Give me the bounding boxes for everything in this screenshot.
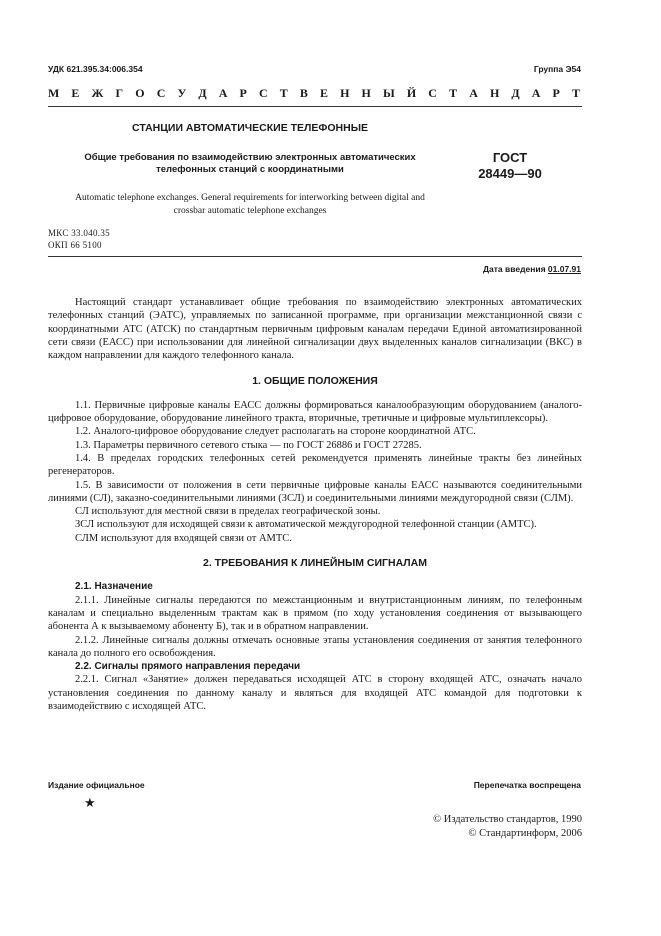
document-title: СТАНЦИИ АВТОМАТИЧЕСКИЕ ТЕЛЕФОННЫЕ	[132, 122, 368, 134]
mks-code: МКС 33.040.35	[48, 228, 110, 238]
standard-type-heading	[48, 86, 580, 101]
codes-rule	[48, 256, 582, 257]
reprint-prohibited-label: Перепечатка воспрещена	[473, 780, 581, 790]
document-body	[48, 296, 582, 713]
paragraph-1-5: 1.5. В зависимости от положения в сети первичные цифровые каналы ЕАСС называются соединительными линиями (СЛ), заказно-соединительными линиями (ЗСЛ) и соединительными линиями междугородной связи (СЛМ).	[48, 479, 582, 504]
classification-codes	[48, 227, 110, 251]
gost-label: ГОСТ	[492, 150, 528, 165]
paragraph-sl: СЛ используют для местной связи в пределах географической зоны.	[75, 506, 381, 518]
paragraph-1-4: 1.4. В пределах городских телефонных сетей рекомендуется применять линейные тракты без линейных регенераторов.	[48, 452, 582, 478]
paragraph-2-1-2: 2.1.2. Линейные сигналы должны отмечать основные этапы установления соединения от занятия телефонного канала до полного его освобождения.	[48, 634, 582, 659]
paragraph-1-2: 1.2. Аналого-цифровое оборудование следует располагать на стороне координатной АТС.	[75, 426, 476, 438]
section-1-heading: 1. ОБЩИЕ ПОЛОЖЕНИЯ	[252, 375, 378, 388]
copyright-line-1: © Издательство стандартов, 1990	[433, 814, 582, 825]
intro-paragraph: Настоящий стандарт устанавливает общие требования по взаимодействию электронных автоматических телефонных станций (ЭАТС), управляемых по записанной программе, при организации межстанционной связи с координатными АТС (АТСК) по стандартным первичным цифровым каналам передачи Единой автоматизированной сети связи (ЕАСС) при использовании для линейной сигнализации двух выделенных каналов сигнализации (ВКС) в каждом направлении для каждого телефонного канала.	[48, 297, 582, 362]
paragraph-slm: СЛМ используют для входящей связи от АМТС.	[75, 532, 292, 544]
standard-type-text: М Е Ж Г О С У Д А Р С Т В Е Н Н Ы Й С Т А Н Д А Р Т	[48, 86, 580, 100]
section-2-heading: 2. ТРЕБОВАНИЯ К ЛИНЕЙНЫМ СИГНАЛАМ	[202, 557, 428, 570]
intro-date-label: Дата введения	[482, 264, 546, 274]
star-icon: ★	[84, 795, 96, 810]
official-edition-label: Издание официальное	[48, 780, 145, 790]
paragraph-1-3: 1.3. Параметры первичного сетевого стыка — по ГОСТ 26886 и ГОСТ 27285.	[75, 439, 422, 451]
paragraph-2-2-1: 2.2.1. Сигнал «Занятие» должен передаваться исходящей АТС в сторону входящей АТС, означать начало установления соединения по данному каналу и являться для входящей АТС командой для подготовки к взаимодействию с исходящей АТС.	[48, 674, 582, 713]
gost-designation	[470, 150, 550, 182]
paragraph-zsl: ЗСЛ используют для исходящей связи к автоматической междугородной телефонной станции (АМТС).	[75, 519, 537, 531]
english-title: Automatic telephone exchanges. General requirements for interworking between digital and crossbar automatic telephone exchanges	[75, 193, 425, 216]
paragraph-1-1: 1.1. Первичные цифровые каналы ЕАСС должны формироваться каналообразующим оборудованием (аналого-цифровое оборудование, оборудование линейного тракта, вторичные, третичные и цифровые мультиплексоры).	[48, 399, 582, 425]
intro-date-value: 01.07.91	[547, 264, 581, 274]
copyright-line-2: © Стандартинформ, 2006	[468, 828, 582, 839]
udk-code: УДК 621.395.34:006.354	[48, 64, 143, 74]
gost-number: 28449—90	[478, 166, 542, 181]
okp-code: ОКП 66 5100	[48, 240, 102, 250]
document-subtitle: Общие требования по взаимодействию электронных автоматических телефонных станций с координатными	[84, 152, 416, 175]
paragraph-2-1-1: 2.1.1. Линейные сигналы передаются по межстанционным и внутристанционным линиям, по телефонным каналам и специально выделенным трактам как в прямом (по ходу установления соединения от вызывающего абонента А к вызываемому абоненту Б), так и в обратном направлении.	[48, 594, 582, 633]
copyright-block	[380, 813, 582, 841]
subsection-2-1-heading: 2.1. Назначение	[75, 581, 153, 593]
intro-date	[483, 264, 581, 274]
header-rule	[48, 106, 582, 107]
subsection-2-2-heading: 2.2. Сигналы прямого направления передачи	[75, 661, 301, 673]
group-code: Группа Э54	[533, 64, 581, 74]
